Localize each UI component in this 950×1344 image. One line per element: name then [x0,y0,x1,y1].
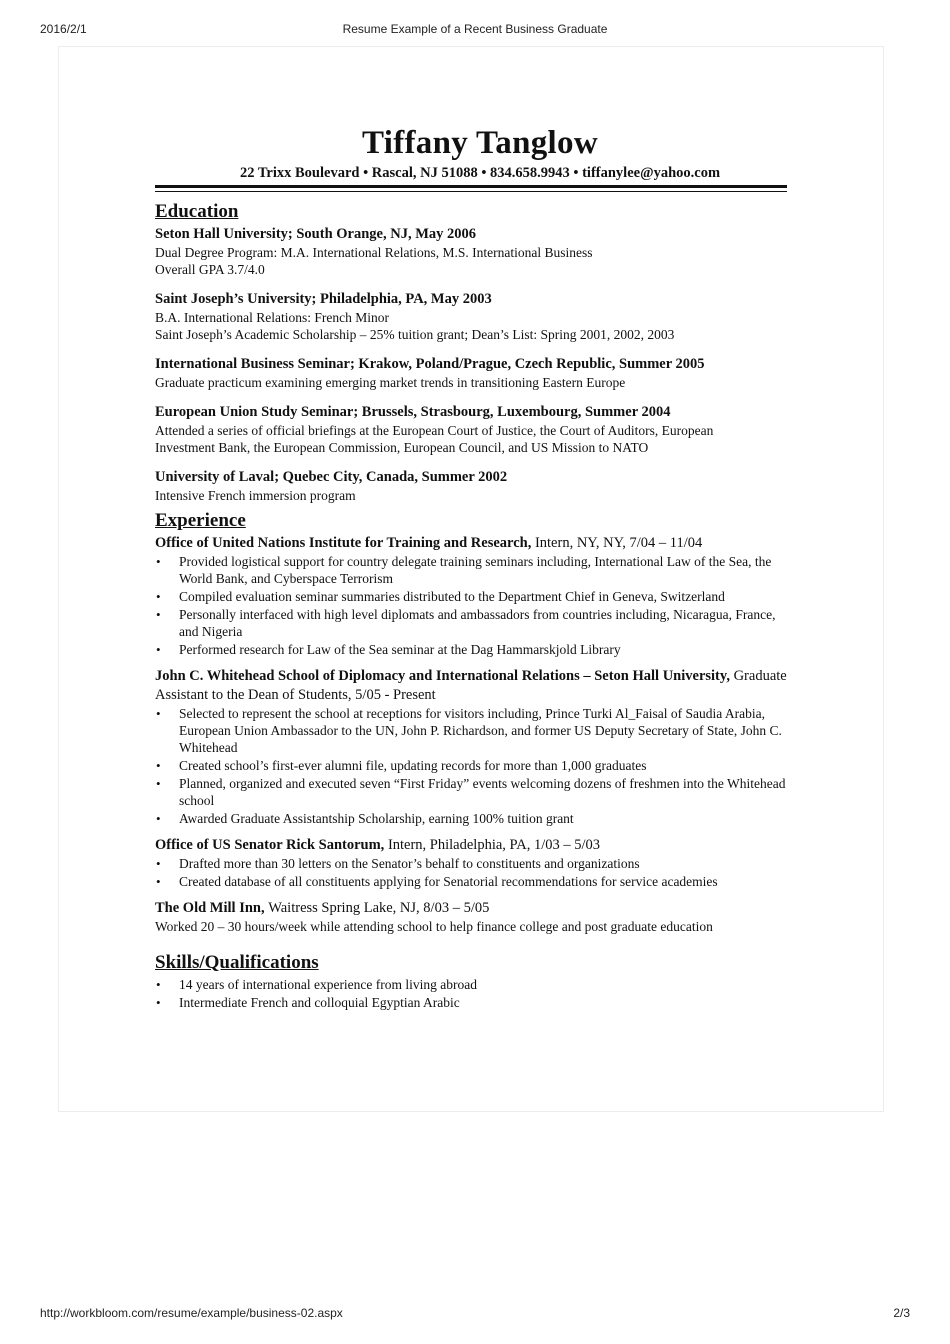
footer-url[interactable]: http://workbloom.com/resume/example/business-02.aspx [40,1306,343,1320]
bullet-text: Performed research for Law of the Sea seminar at the Dag Hammarskjold Library [179,642,621,657]
job-bullets [155,553,795,658]
list-item [155,606,795,640]
bullet-icon: • [156,607,161,622]
job-org: Office of US Senator Rick Santorum, [155,837,385,853]
job-org: The Old Mill Inn, [155,900,265,916]
experience-heading: Experience [155,510,246,531]
header-title: Resume Example of a Recent Business Graduate [342,22,608,36]
skills-heading: Skills/Qualifications [155,952,319,973]
job-detail: Graduate Assistant to the Dean of Students, 5/05 - Present [155,668,787,703]
bullet-icon: • [156,977,161,992]
bullet-text: Awarded Graduate Assistantship Scholarship, earning 100% tuition grant [179,811,574,826]
education-entry-title: University of Laval; Quebec City, Canada, Summer 2002 [155,469,508,485]
bullet-text: Planned, organized and executed seven “First Friday” events welcoming dozens of freshmen into the Whitehead school [179,776,786,808]
bullet-text: Created school’s first-ever alumni file, updating records for more than 1,000 graduates [179,758,647,773]
bullet-icon: • [156,758,161,773]
education-entry-title: International Business Seminar; Krakow, Poland/Prague, Czech Republic, Summer 2005 [155,356,705,372]
education-entry-line: Overall GPA 3.7/4.0 [155,262,265,277]
skills-bullets [155,976,795,1011]
resume-page [58,46,884,1112]
job-entry [155,667,795,827]
bullet-icon: • [156,995,161,1010]
bullet-icon: • [156,776,161,791]
bullet-icon: • [156,856,161,871]
education-entry-line: Saint Joseph’s Academic Scholarship – 25% tuition grant; Dean’s List: Spring 2001, 2002, 2003 [155,327,675,342]
job-title [155,899,795,918]
education-entry-line: B.A. International Relations: French Minor [155,310,389,325]
list-item [155,976,795,993]
bullet-icon: • [156,811,161,826]
job-line: Worked 20 – 30 hours/week while attending school to help finance college and post graduate education [155,919,713,934]
bullet-text: Selected to represent the school at receptions for visitors including, Prince Turki Al_Faisal of Saudia Arabia, European Union Ambassador to the UN, John P. Richardson, and former US Deputy Secretary of State, John C. Whitehead [179,706,782,755]
job-entry [155,534,795,658]
job-title [155,534,795,553]
education-entry [155,468,795,504]
job-title [155,836,795,855]
bullet-icon: • [156,874,161,889]
job-detail: Waitress Spring Lake, NJ, 8/03 – 5/05 [268,900,490,916]
education-entry-line: Dual Degree Program: M.A. International Relations, M.S. International Business [155,245,593,260]
education-entry-line: Graduate practicum examining emerging market trends in transitioning Eastern Europe [155,375,626,390]
bullet-text: Intermediate French and colloquial Egyptian Arabic [179,995,460,1010]
list-item [155,810,795,827]
list-item [155,757,795,774]
education-entry-line: Investment Bank, the European Commission, European Council, and US Mission to NATO [155,440,649,455]
education-entry-title: Seton Hall University; South Orange, NJ, May 2006 [155,226,477,242]
resume-name: Tiffany Tanglow [362,125,598,161]
education-entry-title: European Union Study Seminar; Brussels, Strasbourg, Luxembourg, Summer 2004 [155,404,671,420]
job-bullets [155,855,795,890]
job-detail: Intern, Philadelphia, PA, 1/03 – 5/03 [387,837,601,853]
bullet-text: Created database of all constituents applying for Senatorial recommendations for service academies [179,874,718,889]
bullet-text: Compiled evaluation seminar summaries distributed to the Department Chief in Geneva, Switzerland [179,589,725,604]
header-rule-thick [155,185,787,188]
job-org: Office of United Nations Institute for Training and Research, [155,535,532,551]
list-item [155,588,795,605]
list-item [155,641,795,658]
education-entry-title: Saint Joseph’s University; Philadelphia, PA, May 2003 [155,291,492,307]
education-entry [155,225,795,278]
header-date: 2016/2/1 [40,22,87,36]
education-entry [155,355,795,391]
education-entry-line: Intensive French immersion program [155,488,356,503]
skills-section [155,952,795,1012]
bullet-icon: • [156,589,161,604]
job-entry [155,836,795,890]
education-entry [155,290,795,343]
job-bullets [155,705,795,827]
bullet-text: 14 years of international experience from living abroad [179,977,478,992]
experience-section [155,510,795,935]
footer-page-number: 2/3 [893,1306,910,1320]
bullet-text: Personally interfaced with high level diplomats and ambassadors from countries including, Nicaragua, France, and Nigeria [179,607,776,639]
bullet-icon: • [156,706,161,721]
list-item [155,705,795,756]
job-entry [155,899,795,935]
education-entry-line: Attended a series of official briefings at the European Court of Justice, the Court of Auditors, European [155,423,714,438]
bullet-text: Provided logistical support for country delegate training seminars including, International Law of the Sea, the World Bank, and Cyberspace Terrorism [179,554,772,586]
bullet-icon: • [156,554,161,569]
header-rule-thin [155,191,787,192]
bullet-icon: • [156,642,161,657]
job-title [155,667,795,705]
bullet-text: Drafted more than 30 letters on the Senator’s behalf to constituents and organizations [179,856,640,871]
education-heading: Education [155,201,239,222]
list-item [155,873,795,890]
contact-line: 22 Trixx Boulevard • Rascal, NJ 51088 • 834.658.9943 • tiffanylee@yahoo.com [239,165,721,181]
education-section [155,201,795,504]
list-item [155,553,795,587]
job-org: John C. Whitehead School of Diplomacy and International Relations – Seton Hall University, [155,668,730,684]
list-item [155,775,795,809]
list-item [155,994,795,1011]
list-item [155,855,795,872]
education-entry [155,403,795,456]
job-detail: Intern, NY, NY, 7/04 – 11/04 [534,535,703,551]
